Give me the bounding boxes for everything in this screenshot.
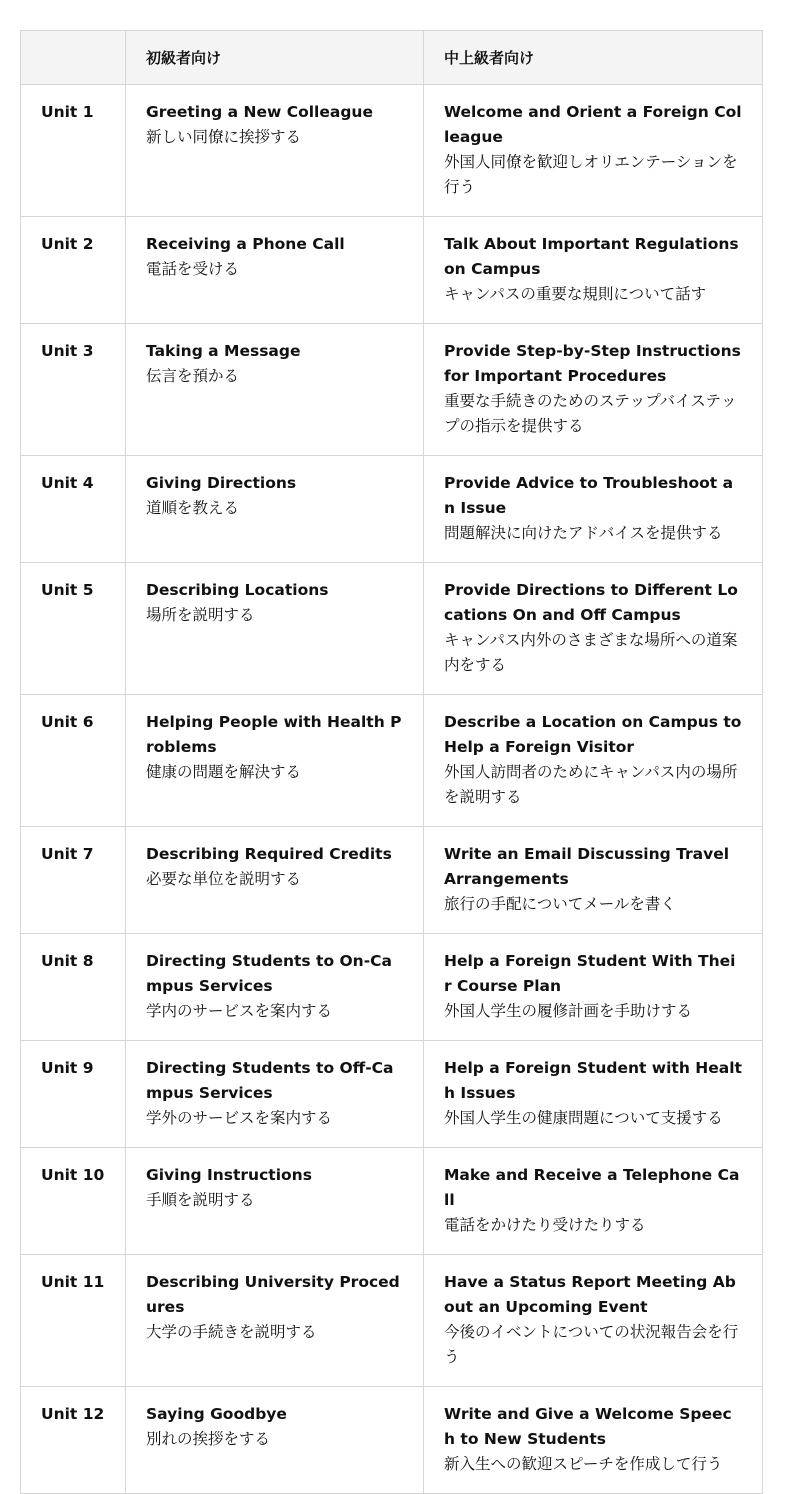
- advanced-title-en: Write and Give a Welcome Speech to New Students: [444, 1405, 732, 1448]
- table-body: [21, 85, 763, 1494]
- advanced-title-ja: 外国人同僚を歓迎しオリエンテーションを行う: [444, 153, 738, 196]
- beginner-cell: [126, 456, 424, 563]
- advanced-title-ja: 重要な手続きのためのステップバイステップの指示を提供する: [444, 392, 737, 435]
- table-row: [21, 827, 763, 934]
- beginner-title-ja: 健康の問題を解決する: [146, 763, 302, 781]
- unit-cell: [21, 1255, 126, 1387]
- advanced-title-en: Make and Receive a Telephone Call: [444, 1166, 740, 1209]
- advanced-title-ja: 今後のイベントについての状況報告会を行う: [444, 1323, 739, 1366]
- advanced-title-ja: 問題解決に向けたアドバイスを提供する: [444, 524, 723, 542]
- advanced-title-ja: 外国人訪問者のためにキャンパス内の場所を説明する: [444, 763, 738, 806]
- table-row: [21, 934, 763, 1041]
- beginner-title-ja: 学内のサービスを案内する: [146, 1002, 333, 1020]
- beginner-title-ja: 手順を説明する: [146, 1191, 255, 1209]
- advanced-cell: [424, 1041, 763, 1148]
- unit-cell: [21, 456, 126, 563]
- advanced-title-en: Help a Foreign Student With Their Course Plan: [444, 952, 736, 995]
- table-row: [21, 217, 763, 324]
- unit-label: Unit 9: [41, 1059, 94, 1077]
- advanced-cell: [424, 827, 763, 934]
- beginner-title-ja: 電話を受ける: [146, 260, 240, 278]
- unit-label: Unit 2: [41, 235, 94, 253]
- beginner-title-ja: 新しい同僚に挨拶する: [146, 128, 302, 146]
- advanced-title-en: Write an Email Discussing Travel Arrangements: [444, 845, 730, 888]
- beginner-cell: [126, 324, 424, 456]
- beginner-title-ja: 道順を教える: [146, 499, 240, 517]
- beginner-title-en: Giving Instructions: [146, 1166, 312, 1184]
- beginner-title-ja: 別れの挨拶をする: [146, 1430, 271, 1448]
- curriculum-table-container: [20, 30, 762, 1494]
- table-header-row: [21, 31, 763, 85]
- advanced-title-ja: キャンパスの重要な規則について話す: [444, 285, 707, 303]
- beginner-cell: [126, 827, 424, 934]
- advanced-title-ja: 外国人学生の履修計画を手助けする: [444, 1002, 693, 1020]
- advanced-title-ja: キャンパス内外のさまざまな場所への道案内をする: [444, 631, 738, 674]
- beginner-title-en: Greeting a New Colleague: [146, 103, 373, 121]
- advanced-title-en: Help a Foreign Student with Health Issues: [444, 1059, 742, 1102]
- table-row: [21, 456, 763, 563]
- beginner-title-en: Taking a Message: [146, 342, 301, 360]
- unit-label: Unit 5: [41, 581, 94, 599]
- beginner-title-en: Describing University Procedures: [146, 1273, 400, 1316]
- table-row: [21, 1387, 763, 1494]
- beginner-title-en: Giving Directions: [146, 474, 297, 492]
- beginner-title-en: Describing Locations: [146, 581, 329, 599]
- beginner-cell: [126, 563, 424, 695]
- unit-cell: [21, 217, 126, 324]
- unit-cell: [21, 695, 126, 827]
- unit-label: Unit 10: [41, 1166, 105, 1184]
- beginner-title-ja: 伝言を預かる: [146, 367, 240, 385]
- table-row: [21, 563, 763, 695]
- advanced-title-ja: 旅行の手配についてメールを書く: [444, 895, 676, 913]
- advanced-title-ja: 外国人学生の健康問題について支援する: [444, 1109, 723, 1127]
- beginner-title-en: Receiving a Phone Call: [146, 235, 345, 253]
- unit-label: Unit 12: [41, 1405, 105, 1423]
- advanced-title-en: Provide Directions to Different Locations On and Off Campus: [444, 581, 738, 624]
- beginner-cell: [126, 934, 424, 1041]
- advanced-cell: [424, 695, 763, 827]
- unit-label: Unit 3: [41, 342, 94, 360]
- beginner-title-en: Saying Goodbye: [146, 1405, 287, 1423]
- unit-cell: [21, 1387, 126, 1494]
- header-advanced: 中上級者向け: [424, 31, 763, 85]
- beginner-title-en: Describing Required Credits: [146, 845, 392, 863]
- beginner-title-ja: 必要な単位を説明する: [146, 870, 302, 888]
- unit-label: Unit 4: [41, 474, 94, 492]
- advanced-title-ja: 新入生への歓迎スピーチを作成して行う: [444, 1455, 723, 1473]
- curriculum-table: [20, 30, 763, 1494]
- header-unit: [21, 31, 126, 85]
- table-row: [21, 1255, 763, 1387]
- beginner-title-ja: 大学の手続きを説明する: [146, 1323, 317, 1341]
- advanced-cell: [424, 563, 763, 695]
- table-row: [21, 695, 763, 827]
- unit-label: Unit 1: [41, 103, 94, 121]
- unit-label: Unit 8: [41, 952, 94, 970]
- advanced-title-en: Provide Step-by-Step Instructions for Important Procedures: [444, 342, 741, 385]
- unit-cell: [21, 1041, 126, 1148]
- unit-label: Unit 7: [41, 845, 94, 863]
- unit-cell: [21, 563, 126, 695]
- advanced-title-en: Talk About Important Regulations on Campus: [444, 235, 739, 278]
- unit-cell: [21, 934, 126, 1041]
- table-row: [21, 85, 763, 217]
- advanced-cell: [424, 217, 763, 324]
- table-row: [21, 1148, 763, 1255]
- beginner-cell: [126, 1387, 424, 1494]
- unit-cell: [21, 1148, 126, 1255]
- advanced-title-en: Welcome and Orient a Foreign Colleague: [444, 103, 742, 146]
- beginner-title-en: Helping People with Health Problems: [146, 713, 402, 756]
- header-beginner: 初級者向け: [126, 31, 424, 85]
- advanced-cell: [424, 324, 763, 456]
- beginner-cell: [126, 85, 424, 217]
- beginner-title-en: Directing Students to On-Campus Services: [146, 952, 392, 995]
- advanced-cell: [424, 1387, 763, 1494]
- unit-label: Unit 11: [41, 1273, 105, 1291]
- beginner-title-ja: 場所を説明する: [146, 606, 255, 624]
- advanced-title-en: Describe a Location on Campus to Help a Foreign Visitor: [444, 713, 742, 756]
- advanced-cell: [424, 85, 763, 217]
- unit-cell: [21, 827, 126, 934]
- beginner-cell: [126, 695, 424, 827]
- unit-label: Unit 6: [41, 713, 94, 731]
- advanced-title-ja: 電話をかけたり受けたりする: [444, 1216, 646, 1234]
- advanced-cell: [424, 1255, 763, 1387]
- unit-cell: [21, 85, 126, 217]
- table-row: [21, 1041, 763, 1148]
- beginner-cell: [126, 1255, 424, 1387]
- unit-cell: [21, 324, 126, 456]
- advanced-cell: [424, 1148, 763, 1255]
- advanced-title-en: Have a Status Report Meeting About an Upcoming Event: [444, 1273, 736, 1316]
- advanced-title-en: Provide Advice to Troubleshoot an Issue: [444, 474, 734, 517]
- beginner-title-ja: 学外のサービスを案内する: [146, 1109, 333, 1127]
- beginner-cell: [126, 1148, 424, 1255]
- beginner-title-en: Directing Students to Off-Campus Services: [146, 1059, 394, 1102]
- advanced-cell: [424, 456, 763, 563]
- beginner-cell: [126, 217, 424, 324]
- table-row: [21, 324, 763, 456]
- advanced-cell: [424, 934, 763, 1041]
- beginner-cell: [126, 1041, 424, 1148]
